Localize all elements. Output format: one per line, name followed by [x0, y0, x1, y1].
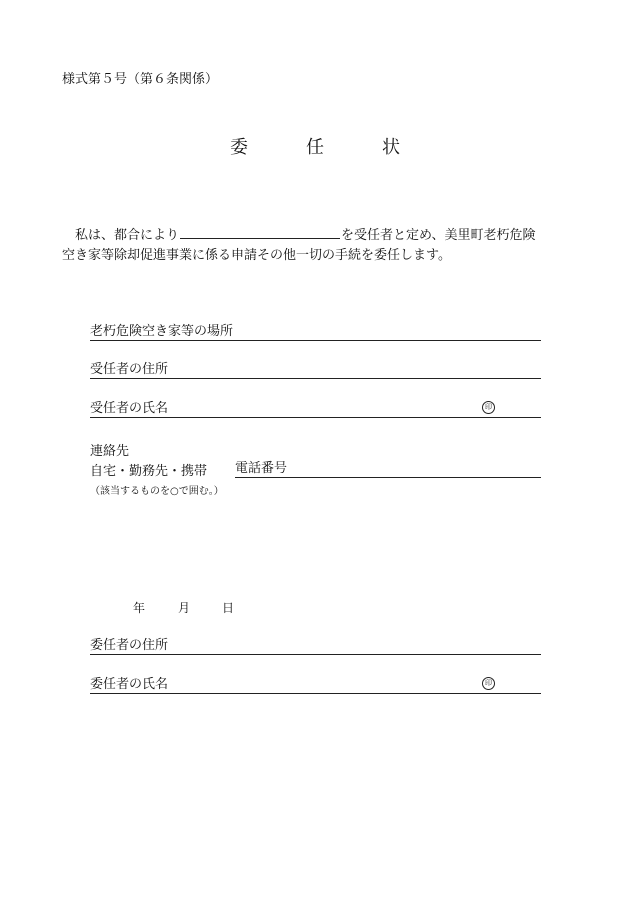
agent-address-field[interactable] — [90, 361, 541, 379]
property-location-label: 老朽危険空き家等の場所 — [90, 324, 234, 339]
date-day: 日 — [222, 601, 235, 615]
contact-options: 自宅・勤務先・携帯 — [90, 464, 208, 479]
agent-address-label: 受任者の住所 — [90, 362, 169, 377]
paragraph-line-2: 空き家等除却促進事業に係る申請その他一切の手続を委任します。 — [62, 248, 451, 263]
principal-address-label: 委任者の住所 — [90, 638, 169, 653]
phone-number-label: 電話番号 — [235, 461, 288, 476]
paragraph-prefix: 私は、都合により — [75, 228, 180, 243]
contact-label: 連絡先 — [90, 444, 130, 459]
agent-name-field[interactable] — [90, 400, 541, 418]
principal-name-field[interactable] — [90, 676, 541, 694]
paragraph-line-1 — [62, 224, 536, 243]
date-year: 年 — [133, 601, 146, 615]
document-title: 委 任 状 — [230, 137, 420, 158]
seal-mark-icon: 印 — [482, 401, 495, 414]
form-label: 様式第５号（第６条関係） — [62, 72, 219, 87]
property-location-field[interactable] — [90, 323, 541, 341]
date-month: 月 — [178, 601, 191, 615]
agent-name-label: 受任者の氏名 — [90, 401, 169, 416]
paragraph-suffix: を受任者と定め、美里町老朽危険 — [341, 228, 536, 243]
contact-note: （該当するものを○で囲む。） — [90, 486, 224, 497]
phone-number-field[interactable] — [235, 460, 541, 478]
seal-mark-icon: 印 — [482, 677, 495, 690]
reason-blank[interactable] — [180, 226, 340, 239]
principal-name-label: 委任者の氏名 — [90, 677, 169, 692]
principal-address-field[interactable] — [90, 637, 541, 655]
